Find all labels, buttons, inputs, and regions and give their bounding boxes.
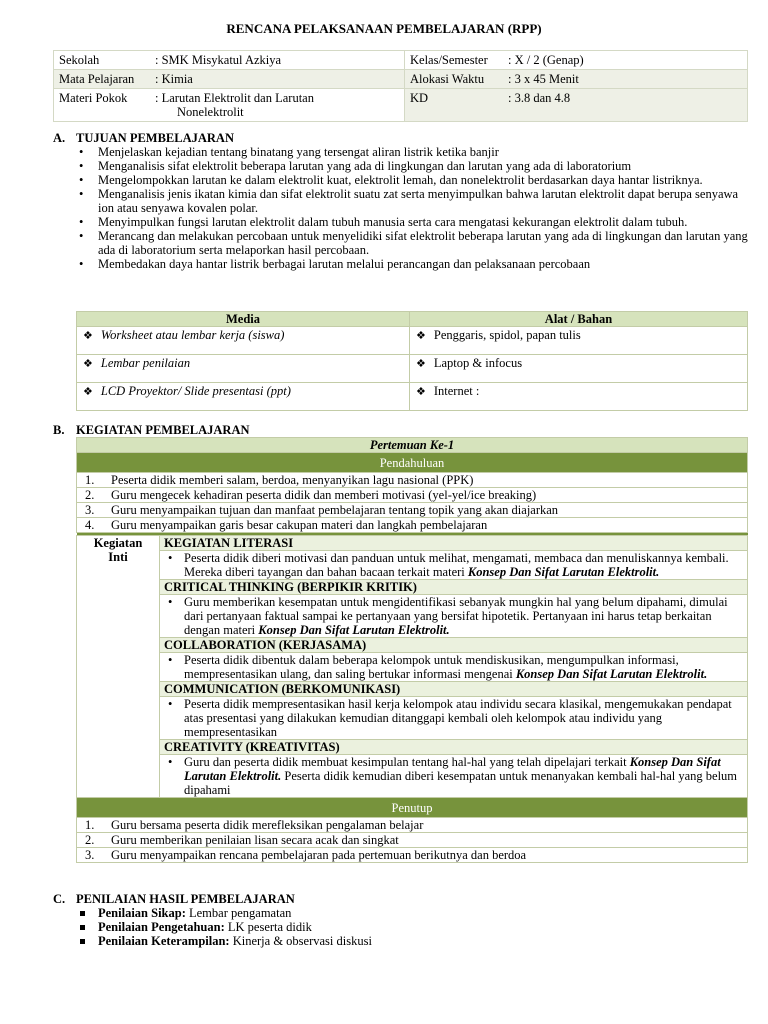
pendahuluan-row bbox=[77, 488, 748, 503]
tujuan-item: • Menjelaskan kejadian tentang binatang yang tersengat aliran listrik ketika banjir bbox=[76, 145, 748, 159]
penutup-header: Penutup bbox=[77, 798, 748, 818]
critical-text bbox=[160, 595, 748, 638]
creat-body: Guru dan peserta didik membuat kesimpulan tentang hal-hal yang telah dipelajari terkait bbox=[184, 755, 630, 769]
media-item: LCD Proyektor/ Slide presentasi (ppt) bbox=[100, 384, 291, 398]
penilaian-value: Lembar pengamatan bbox=[185, 906, 292, 920]
kelas-label: Kelas/Semester bbox=[405, 51, 504, 70]
creat-topic: Konsep Dan Sifat Larutan Elektrolit. bbox=[184, 755, 721, 783]
mapel-label: Mata Pelajaran bbox=[54, 70, 151, 89]
alat-header: Alat / Bahan bbox=[410, 312, 748, 327]
section-a-heading bbox=[53, 131, 234, 145]
penilaian-value: LK peserta didik bbox=[224, 920, 312, 934]
comm-text: • Peserta didik mempresentasikan hasil kerja kelompok atau individu secara klasikal, mengemukakan pendapat atas presentasi yang dilakukan kemudian ditanggapi kembali oleh kelompok atau individu yang mempresentasikan bbox=[160, 697, 748, 740]
row-text: Peserta didik memberi salam, berdoa, menyanyikan lagu nasional (PPK) bbox=[111, 473, 474, 487]
diamond-bullet-icon: ❖ bbox=[83, 358, 93, 370]
literasi-body: Peserta didik diberi motivasi dan panduan untuk melihat, mengamati, membaca dan menuliskannya kembali. Mereka diberi tayangan dan bahan bacaan terkait materi bbox=[184, 551, 729, 579]
tujuan-item: • Menyimpulkan fungsi larutan elektrolit dalam tubuh manusia serta cara mengatasi kekurangan elektrolit dalam tubuh. bbox=[76, 215, 748, 229]
pendahuluan-row bbox=[77, 473, 748, 488]
creat-body-2: Peserta didik kemudian diberi kesempatan untuk menanyakan kembali hal-hal yang belum dipahami bbox=[184, 769, 738, 797]
creat-title: CREATIVITY (KREATIVITAS) bbox=[160, 740, 748, 755]
sekolah-label: Sekolah bbox=[54, 51, 151, 70]
critical-body: Guru memberikan kesempatan untuk mengidentifikasi sebanyak mungkin hal yang belum dipahami, dimulai dari pertanyaan faktual sampai ke pertanyaan yang bersifat hipotetik. Pertanyaan ini harus tetap berkaitan dengan materi bbox=[184, 595, 728, 637]
alat-cell bbox=[410, 355, 748, 383]
row-number: 2. bbox=[85, 833, 95, 847]
diamond-bullet-icon: ❖ bbox=[83, 330, 93, 342]
penilaian-label: Penilaian Sikap: bbox=[98, 906, 186, 920]
tujuan-list bbox=[76, 145, 748, 271]
row-number: 1. bbox=[85, 818, 95, 832]
literasi-text bbox=[160, 551, 748, 580]
row-number: 2. bbox=[85, 488, 95, 502]
penutup-row bbox=[77, 818, 748, 833]
tujuan-item: • Merancang dan melakukan percobaan untuk menyelidiki sifat elektrolit beberapa larutan yang ada di lingkungan dan larutan yang ada di laboratorium serta melaporkan hasil percobaan. bbox=[76, 229, 748, 257]
identity-table bbox=[53, 50, 748, 122]
materi-value bbox=[150, 89, 405, 122]
row-text: Guru menyampaikan rencana pembelajaran pada pertemuan berikutnya dan berdoa bbox=[111, 848, 527, 862]
comm-title: COMMUNICATION (BERKOMUNIKASI) bbox=[160, 682, 748, 697]
media-item: Worksheet atau lembar kerja (siswa) bbox=[100, 328, 285, 342]
alokasi-value: : 3 x 45 Menit bbox=[503, 70, 748, 89]
penilaian-value: Kinerja & observasi diskusi bbox=[229, 934, 372, 948]
collab-text bbox=[160, 653, 748, 682]
penilaian-label: Penilaian Pengetahuan: bbox=[98, 920, 225, 934]
diamond-bullet-icon: ❖ bbox=[416, 330, 426, 342]
penutup-row bbox=[77, 833, 748, 848]
tujuan-item: • Menganalisis jenis ikatan kimia dan sifat elektrolit suatu zat serta menyimpulkan bahwa larutan elektrolit dapat berupa senyawa ion atau senyawa kovalen polar. bbox=[76, 187, 748, 215]
critical-title: CRITICAL THINKING (BERPIKIR KRITIK) bbox=[160, 580, 748, 595]
mapel-value: : Kimia bbox=[150, 70, 405, 89]
section-c-heading bbox=[53, 892, 295, 906]
creat-text bbox=[160, 755, 748, 798]
literasi-topic: Konsep Dan Sifat Larutan Elektrolit. bbox=[467, 565, 660, 579]
kegiatan-table bbox=[76, 437, 748, 863]
section-a-letter: A. bbox=[53, 131, 66, 145]
media-item: Lembar penilaian bbox=[100, 356, 191, 370]
media-cell bbox=[77, 327, 410, 355]
critical-topic: Konsep Dan Sifat Larutan Elektrolit. bbox=[258, 623, 450, 637]
penilaian-item bbox=[76, 920, 372, 934]
section-c-title: PENILAIAN HASIL PEMBELAJARAN bbox=[76, 892, 295, 906]
section-b-letter: B. bbox=[53, 423, 65, 437]
kegiatan-inti-label bbox=[77, 536, 160, 798]
section-c-letter: C. bbox=[53, 892, 66, 906]
alat-cell bbox=[410, 383, 748, 411]
row-text: Guru menyampaikan garis besar cakupan materi dan langkah pembelajaran bbox=[111, 518, 488, 532]
collab-body: Peserta didik dibentuk dalam beberapa kelompok untuk mendiskusikan, mengumpulkan informasi, mempresentasikan ulang, dan saling bertukar informasi mengenai bbox=[184, 653, 679, 681]
penilaian-label: Penilaian Keterampilan: bbox=[98, 934, 230, 948]
kd-value: : 3.8 dan 4.8 bbox=[503, 89, 748, 122]
media-table bbox=[76, 311, 748, 411]
pendahuluan-header: Pendahuluan bbox=[77, 453, 748, 473]
row-number: 3. bbox=[85, 848, 95, 862]
materi-label: Materi Pokok bbox=[54, 89, 151, 122]
section-b-heading bbox=[53, 423, 250, 437]
section-b-title: KEGIATAN PEMBELAJARAN bbox=[76, 423, 250, 437]
tujuan-item: • Mengelompokkan larutan ke dalam elektrolit kuat, elektrolit lemah, dan nonelektrolit berdasarkan daya hantar listriknya. bbox=[76, 173, 748, 187]
document-title: RENCANA PELAKSANAAN PEMBELAJARAN (RPP) bbox=[226, 21, 542, 36]
section-a-title: TUJUAN PEMBELAJARAN bbox=[76, 131, 234, 145]
inti-label-line1: Kegiatan bbox=[93, 536, 143, 550]
alokasi-label: Alokasi Waktu bbox=[405, 70, 504, 89]
tujuan-item: • Membedakan daya hantar listrik berbagai larutan melalui perancangan dan pelaksanaan percobaan bbox=[76, 257, 748, 271]
media-cell bbox=[77, 383, 410, 411]
kelas-value: : X / 2 (Genap) bbox=[503, 51, 748, 70]
media-header: Media bbox=[77, 312, 410, 327]
row-number: 1. bbox=[85, 473, 95, 487]
collab-topic: Konsep Dan Sifat Larutan Elektrolit. bbox=[515, 667, 708, 681]
collab-title: COLLABORATION (KERJASAMA) bbox=[160, 638, 748, 653]
media-cell bbox=[77, 355, 410, 383]
materi-value-line1: : Larutan Elektrolit dan Larutan bbox=[155, 91, 314, 105]
row-number: 3. bbox=[85, 503, 95, 517]
pendahuluan-row bbox=[77, 518, 748, 533]
kd-label: KD bbox=[405, 89, 504, 122]
alat-item: Internet : bbox=[433, 384, 480, 398]
pertemuan-header: Pertemuan Ke-1 bbox=[77, 438, 748, 453]
inti-label-line2: Inti bbox=[108, 550, 128, 564]
penilaian-list bbox=[76, 906, 372, 948]
literasi-title: KEGIATAN LITERASI bbox=[160, 536, 748, 551]
row-text: Guru menyampaikan tujuan dan manfaat pembelajaran tentang topik yang akan diajarkan bbox=[111, 503, 559, 517]
materi-value-line2: Nonelektrolit bbox=[177, 105, 244, 119]
row-number: 4. bbox=[85, 518, 95, 532]
alat-cell bbox=[410, 327, 748, 355]
tujuan-item: • Menganalisis sifat elektrolit beberapa larutan yang ada di lingkungan dan larutan yang ada di laboratorium bbox=[76, 159, 748, 173]
diamond-bullet-icon: ❖ bbox=[83, 386, 93, 398]
row-text: Guru bersama peserta didik merefleksikan pengalaman belajar bbox=[111, 818, 424, 832]
row-text: Guru memberikan penilaian lisan secara acak dan singkat bbox=[111, 833, 399, 847]
penilaian-item bbox=[76, 906, 372, 920]
penutup-row bbox=[77, 848, 748, 863]
row-text: Guru mengecek kehadiran peserta didik dan memberi motivasi (yel-yel/ice breaking) bbox=[111, 488, 537, 502]
pendahuluan-row bbox=[77, 503, 748, 518]
diamond-bullet-icon: ❖ bbox=[416, 386, 426, 398]
diamond-bullet-icon: ❖ bbox=[416, 358, 426, 370]
alat-item: Laptop & infocus bbox=[433, 356, 523, 370]
sekolah-value: : SMK Misykatul Azkiya bbox=[150, 51, 405, 70]
alat-item: Penggaris, spidol, papan tulis bbox=[433, 328, 581, 342]
penilaian-item bbox=[76, 934, 372, 948]
